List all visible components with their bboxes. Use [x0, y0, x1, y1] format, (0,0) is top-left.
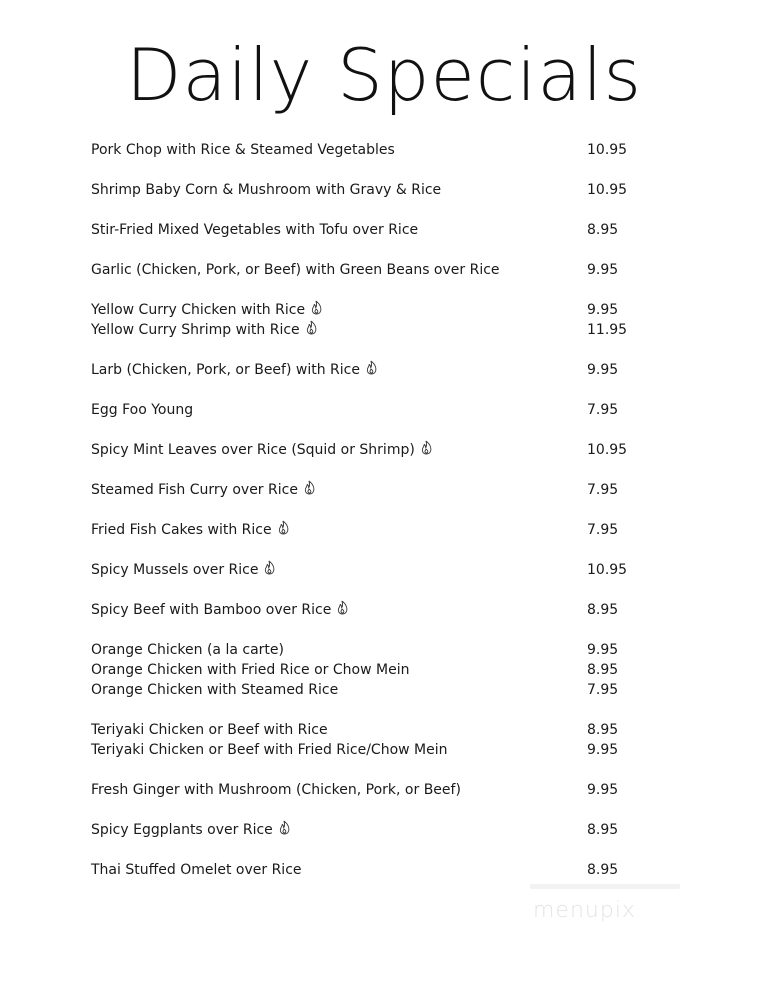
menu-item	[91, 180, 651, 200]
menu-item-name	[91, 600, 587, 620]
menu-item-price: 8.95	[587, 222, 619, 238]
menu-item-name-text: Orange Chicken (a la carte)	[91, 642, 284, 658]
menu-item-price: 10.95	[587, 142, 628, 158]
menu-item-name-text: Teriyaki Chicken or Beef with Fried Rice/Chow Mein	[91, 742, 448, 758]
menu-item-name	[91, 720, 587, 740]
menu-item-name	[91, 260, 587, 280]
menu-item-price: 8.95	[587, 662, 619, 678]
menu-group	[91, 140, 651, 160]
menu-item-price: 11.95	[587, 322, 628, 338]
menu-item-name-text: Spicy Mint Leaves over Rice (Squid or Shrimp)	[91, 442, 415, 458]
menu-item	[91, 520, 651, 540]
menu-item-name	[91, 320, 587, 340]
menu-item-name	[91, 520, 587, 540]
menu-item-price: 7.95	[587, 402, 619, 418]
menu-item	[91, 680, 651, 700]
menu-item	[91, 740, 651, 760]
menu-item-name	[91, 480, 587, 500]
page-title: Daily Specials	[126, 33, 642, 117]
menu-list	[91, 140, 651, 900]
menu-item-price: 10.95	[587, 182, 628, 198]
menu-group	[91, 300, 651, 340]
menu-group	[91, 820, 651, 840]
menu-group	[91, 780, 651, 800]
menu-item-price: 7.95	[587, 522, 619, 538]
menu-item-name-text: Orange Chicken with Steamed Rice	[91, 682, 339, 698]
flame-icon	[337, 600, 348, 615]
menu-item-price: 8.95	[587, 722, 619, 738]
menu-item-name	[91, 560, 587, 580]
menu-item	[91, 820, 651, 840]
menu-group	[91, 720, 651, 760]
menu-item-name	[91, 680, 587, 700]
menu-item	[91, 360, 651, 380]
menu-item-name-text: Egg Foo Young	[91, 402, 194, 418]
menu-item	[91, 480, 651, 500]
flame-icon	[279, 820, 290, 835]
menu-item-price: 9.95	[587, 362, 619, 378]
menu-item	[91, 860, 651, 880]
flame-icon	[264, 560, 275, 575]
menu-item-name-text: Larb (Chicken, Pork, or Beef) with Rice	[91, 362, 360, 378]
menu-item-name	[91, 660, 587, 680]
menu-item-price: 10.95	[587, 562, 628, 578]
menu-item-price: 9.95	[587, 742, 619, 758]
menu-item-price: 9.95	[587, 262, 619, 278]
menu-item-name	[91, 360, 587, 380]
menu-item-name-text: Yellow Curry Chicken with Rice	[91, 302, 306, 318]
menu-item-name-text: Spicy Mussels over Rice	[91, 562, 259, 578]
menu-group	[91, 560, 651, 580]
menu-item-price: 8.95	[587, 862, 619, 878]
menu-item	[91, 440, 651, 460]
menu-item-name	[91, 180, 587, 200]
watermark-logo: menupix	[533, 898, 636, 923]
menu-item-price: 7.95	[587, 682, 619, 698]
menu-item	[91, 560, 651, 580]
menu-group	[91, 360, 651, 380]
menu-item-name-text: Orange Chicken with Fried Rice or Chow Mein	[91, 662, 410, 678]
flame-icon	[278, 520, 289, 535]
menu-item-name	[91, 820, 587, 840]
menu-group	[91, 400, 651, 420]
menu-item-name-text: Spicy Beef with Bamboo over Rice	[91, 602, 332, 618]
menu-group	[91, 640, 651, 700]
menu-item	[91, 320, 651, 340]
flame-icon	[311, 300, 322, 315]
menu-item-name-text: Spicy Eggplants over Rice	[91, 822, 273, 838]
menu-item-price: 9.95	[587, 302, 619, 318]
menu-item-name	[91, 640, 587, 660]
menu-item	[91, 220, 651, 240]
menu-group	[91, 480, 651, 500]
menu-item	[91, 720, 651, 740]
menu-item-name-text: Fried Fish Cakes with Rice	[91, 522, 272, 538]
menu-item	[91, 400, 651, 420]
menu-item-name-text: Pork Chop with Rice & Steamed Vegetables	[91, 142, 395, 158]
menu-item-name-text: Fresh Ginger with Mushroom (Chicken, Pork, or Beef)	[91, 782, 461, 798]
menu-item	[91, 260, 651, 280]
menu-item	[91, 140, 651, 160]
menu-item-price: 9.95	[587, 782, 619, 798]
menu-item-name	[91, 860, 587, 880]
menu-group	[91, 180, 651, 200]
menu-item-name-text: Yellow Curry Shrimp with Rice	[91, 322, 300, 338]
menu-group	[91, 260, 651, 280]
menu-item-name-text: Thai Stuffed Omelet over Rice	[91, 862, 302, 878]
menu-item	[91, 780, 651, 800]
menu-group	[91, 860, 651, 880]
menu-item-price: 8.95	[587, 822, 619, 838]
flame-icon	[306, 320, 317, 335]
watermark-decoration	[530, 884, 680, 889]
menu-item-name	[91, 400, 587, 420]
menu-item-name	[91, 300, 587, 320]
menu-item-price: 10.95	[587, 442, 628, 458]
flame-icon	[421, 440, 432, 455]
menu-item	[91, 640, 651, 660]
menu-item-name	[91, 440, 587, 460]
flame-icon	[304, 480, 315, 495]
menu-item-name-text: Garlic (Chicken, Pork, or Beef) with Green Beans over Rice	[91, 262, 500, 278]
menu-group	[91, 220, 651, 240]
menu-group	[91, 600, 651, 620]
menu-item-price: 7.95	[587, 482, 619, 498]
flame-icon	[366, 360, 377, 375]
menu-item	[91, 600, 651, 620]
menu-item-price: 9.95	[587, 642, 619, 658]
menu-item-name-text: Steamed Fish Curry over Rice	[91, 482, 298, 498]
menu-group	[91, 520, 651, 540]
menu-item-price: 8.95	[587, 602, 619, 618]
menu-item-name	[91, 220, 587, 240]
menu-item	[91, 300, 651, 320]
menu-item-name	[91, 140, 587, 160]
menu-item-name-text: Stir-Fried Mixed Vegetables with Tofu over Rice	[91, 222, 419, 238]
menu-item-name	[91, 740, 587, 760]
menu-item-name	[91, 780, 587, 800]
menu-item-name-text: Teriyaki Chicken or Beef with Rice	[91, 722, 328, 738]
menu-group	[91, 440, 651, 460]
menu-item-name-text: Shrimp Baby Corn & Mushroom with Gravy & Rice	[91, 182, 442, 198]
menu-item	[91, 660, 651, 680]
